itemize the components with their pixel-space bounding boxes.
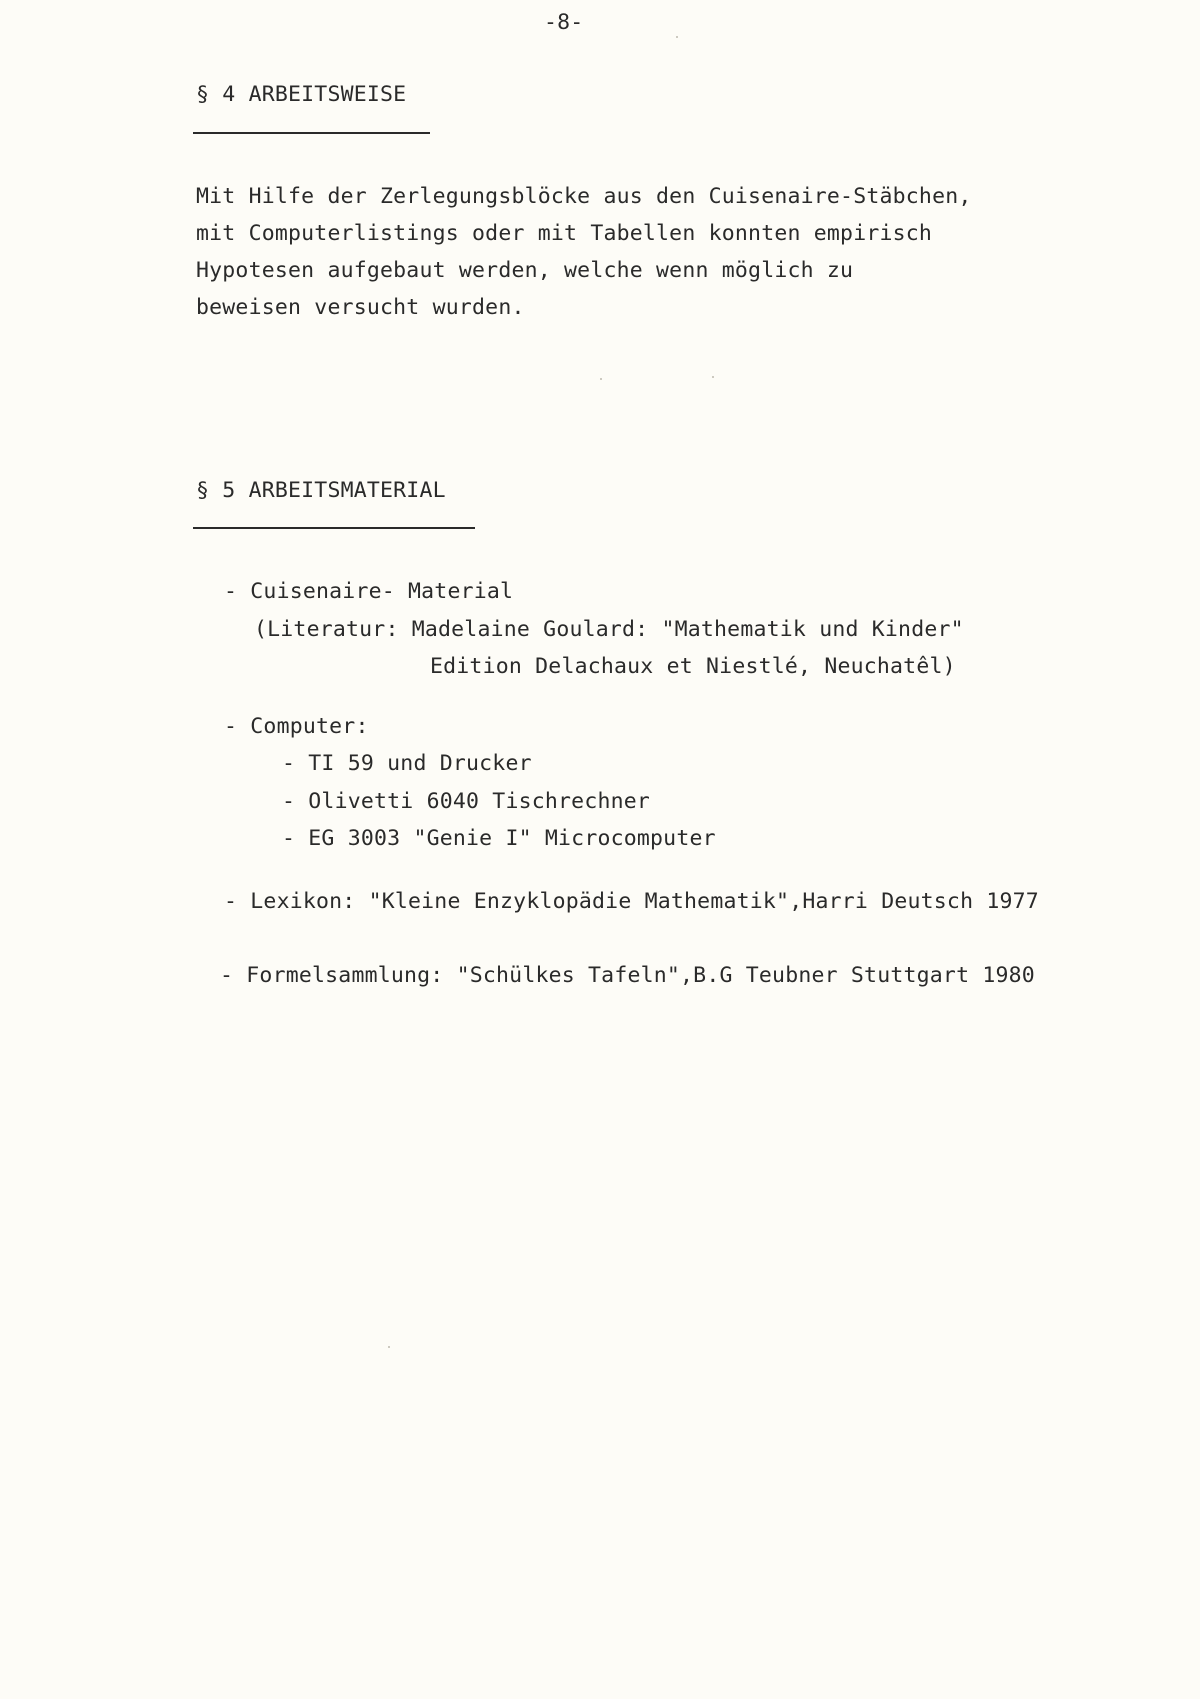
paragraph-line: beweisen versucht wurden. [196, 295, 525, 320]
computer-subitem: - EG 3003 "Genie I" Microcomputer [282, 826, 716, 851]
section-5-heading-underline [193, 527, 475, 529]
section-4-heading-underline [193, 132, 430, 134]
computer-subitem: - Olivetti 6040 Tischrechner [282, 789, 651, 814]
paper-speck [388, 1346, 390, 1348]
literature-reference-line-2: Edition Delachaux et Niestlé, Neuchatêl) [430, 654, 956, 679]
list-item-computer: - Computer: [224, 714, 369, 739]
paragraph-line: mit Computerlistings oder mit Tabellen konnten empirisch [196, 221, 933, 246]
page-number: -8- [544, 10, 584, 35]
paragraph-line: Mit Hilfe der Zerlegungsblöcke aus den Cuisenaire-Stäbchen, [196, 184, 972, 209]
list-item-formelsammlung: - Formelsammlung: "Schülkes Tafeln",B.G Teubner Stuttgart 1980 [220, 963, 1035, 988]
section-5-heading: § 5 ARBEITSMATERIAL [196, 478, 446, 503]
paper-speck [600, 378, 602, 380]
list-item-lexikon: - Lexikon: "Kleine Enzyklopädie Mathematik",Harri Deutsch 1977 [224, 889, 1039, 914]
paper-speck [676, 36, 678, 38]
literature-reference-line-1: (Literatur: Madelaine Goulard: "Mathematik und Kinder" [254, 617, 964, 642]
list-item-cuisenaire: - Cuisenaire- Material [224, 579, 514, 604]
section-4-heading: § 4 ARBEITSWEISE [196, 82, 407, 107]
paper-speck [712, 376, 714, 378]
computer-subitem: - TI 59 und Drucker [282, 751, 532, 776]
paragraph-line: Hypotesen aufgebaut werden, welche wenn möglich zu [196, 258, 854, 283]
